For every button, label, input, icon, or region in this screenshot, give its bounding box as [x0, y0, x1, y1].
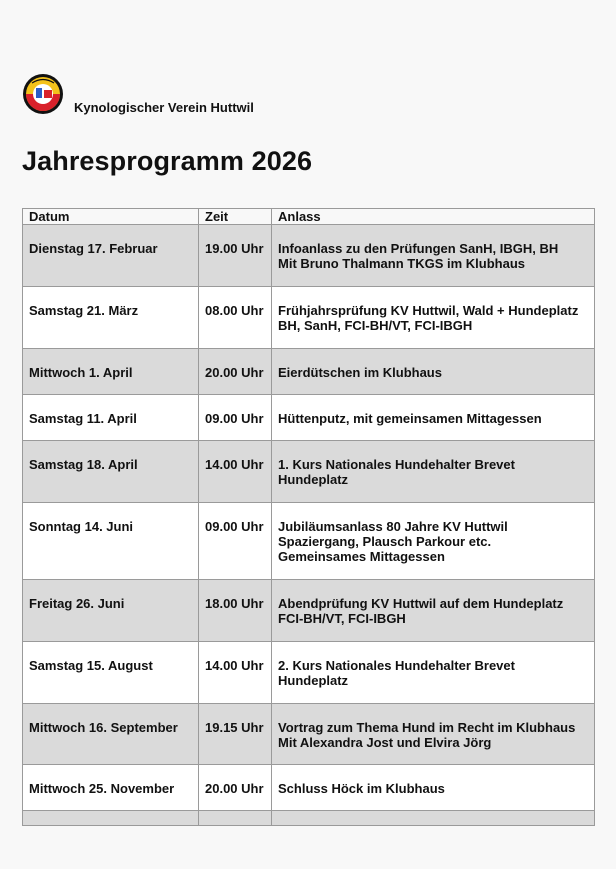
cell-time: 14.00 Uhr: [199, 642, 272, 704]
cell-time: 18.00 Uhr: [199, 580, 272, 642]
cell-event: [272, 503, 595, 580]
table-row: [23, 580, 595, 642]
table-row: [23, 765, 595, 811]
cell-event: [272, 349, 595, 395]
table-footer-row: [23, 811, 595, 826]
table-row: [23, 287, 595, 349]
event-line: Hundeplatz: [278, 673, 349, 688]
cell-date: Mittwoch 16. September: [23, 704, 199, 765]
footer-cell: [272, 811, 595, 826]
event-line: Spaziergang, Plausch Parkour etc.: [278, 534, 492, 549]
cell-time: 09.00 Uhr: [199, 395, 272, 441]
table-row: [23, 349, 595, 395]
organization-name: Kynologischer Verein Huttwil: [74, 100, 254, 115]
event-line: Hüttenputz, mit gemeinsamen Mittagessen: [278, 411, 542, 426]
cell-date: Samstag 18. April: [23, 441, 199, 503]
table-row: [23, 704, 595, 765]
cell-time: 19.15 Uhr: [199, 704, 272, 765]
cell-event: [272, 765, 595, 811]
column-header-event: Anlass: [272, 209, 595, 225]
cell-event: [272, 704, 595, 765]
event-line: 2. Kurs Nationales Hundehalter Brevet: [278, 658, 515, 673]
header: [22, 72, 254, 115]
table-row: [23, 503, 595, 580]
cell-event: [272, 395, 595, 441]
table-row: [23, 441, 595, 503]
cell-date: Sonntag 14. Juni: [23, 503, 199, 580]
cell-time: 09.00 Uhr: [199, 503, 272, 580]
table-row: [23, 225, 595, 287]
event-line: BH, SanH, FCI-BH/VT, FCI-IBGH: [278, 318, 473, 333]
footer-cell: [199, 811, 272, 826]
event-line: Frühjahrsprüfung KV Huttwil, Wald + Hundeplatz: [278, 303, 579, 318]
cell-time: 19.00 Uhr: [199, 225, 272, 287]
page-title: Jahresprogramm 2026: [22, 146, 313, 176]
cell-date: Dienstag 17. Februar: [23, 225, 199, 287]
program-table: [22, 208, 595, 826]
cell-time: 08.00 Uhr: [199, 287, 272, 349]
event-line: Vortrag zum Thema Hund im Recht im Klubhaus: [278, 720, 576, 735]
event-line: Mit Bruno Thalmann TKGS im Klubhaus: [278, 256, 525, 271]
event-line: FCI-BH/VT, FCI-IBGH: [278, 611, 406, 626]
table-header-row: [23, 209, 595, 225]
event-line: Abendprüfung KV Huttwil auf dem Hundeplatz: [278, 596, 564, 611]
cell-event: [272, 225, 595, 287]
event-line: Schluss Höck im Klubhaus: [278, 781, 445, 796]
cell-time: 14.00 Uhr: [199, 441, 272, 503]
event-line: Gemeinsames Mittagessen: [278, 549, 445, 564]
table-row: [23, 642, 595, 704]
footer-cell: [23, 811, 199, 826]
cell-date: Mittwoch 1. April: [23, 349, 199, 395]
cell-event: [272, 287, 595, 349]
cell-time: 20.00 Uhr: [199, 765, 272, 811]
cell-date: Freitag 26. Juni: [23, 580, 199, 642]
event-line: Hundeplatz: [278, 472, 349, 487]
column-header-time: Zeit: [199, 209, 272, 225]
cell-date: Samstag 11. April: [23, 395, 199, 441]
event-line: 1. Kurs Nationales Hundehalter Brevet: [278, 457, 515, 472]
cell-event: [272, 642, 595, 704]
event-line: Eierdütschen im Klubhaus: [278, 365, 442, 380]
cell-date: Samstag 21. März: [23, 287, 199, 349]
cell-time: 20.00 Uhr: [199, 349, 272, 395]
cell-date: Mittwoch 25. November: [23, 765, 199, 811]
cell-event: [272, 441, 595, 503]
event-line: Mit Alexandra Jost und Elvira Jörg: [278, 735, 492, 750]
event-line: Infoanlass zu den Prüfungen SanH, IBGH, BH: [278, 241, 559, 256]
event-line: Jubiläumsanlass 80 Jahre KV Huttwil: [278, 519, 508, 534]
cell-event: [272, 580, 595, 642]
cell-date: Samstag 15. August: [23, 642, 199, 704]
club-logo: [22, 73, 64, 115]
column-header-date: Datum: [23, 209, 199, 225]
table-row: [23, 395, 595, 441]
